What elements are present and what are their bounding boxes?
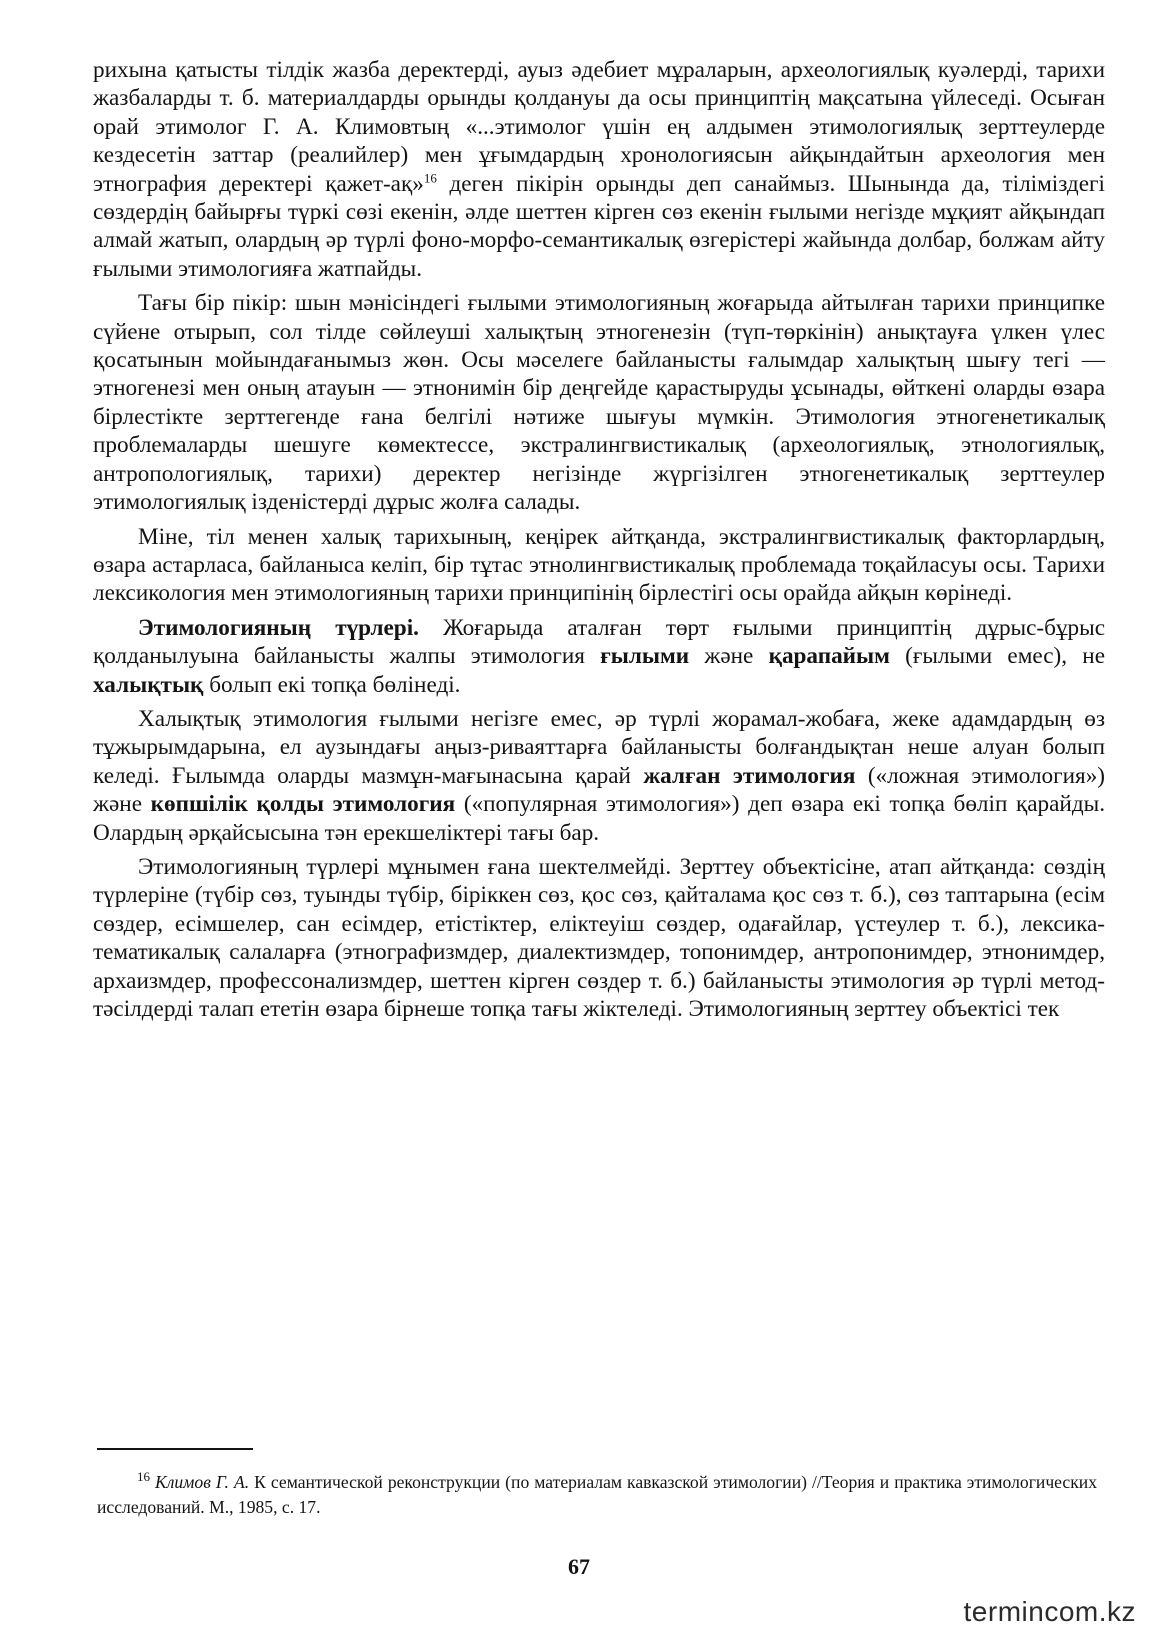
paragraph-2: Тағы бір пікір: шын мәнісіндегі ғылыми этимологияның жоғарыда айтылған тарихи принципке сүйене отырып, сол тілде сөйлеуші халықтың этногенезін (түп-төркінін) анықтауға үлкен үлес қосатынын мойындағанымыз жөн. Осы мәселеге байланысты ғалымдар халықтың шығу тегі — этногенезі мен оның атауын — этнонимін бір деңгейде қарастыруды ұсынады, өйткені оларды өзара бірлестікте зерттегенде ғана белгілі нәтиже шығуы мүмкін. Этимология этногенетикалық проблемаларды шешуге көмектессе, экстралингвистикалық (археологиялық, этнологиялық, антропологиялық, тарихи) деректер негізінде жүргізілген этногенетикалық зерттеулер этимологиялық ізденістерді дұрыс жолға салады. <box>93 290 1105 516</box>
paragraph-5-text-c: («популярная этимология») деп өзара екі топқа бөліп қарайды. Олардың әрқайсысына тән ерекшеліктері тағы бар. <box>93 791 1106 846</box>
footnote-number: 16 <box>137 1469 150 1485</box>
paragraph-3: Міне, тіл менен халық тарихының, кеңірек айтқанда, экстралингвистикалық факторлардың, өзара астарласа, байланыса келіп, бір тұтас этнолингвистикалық проблемада тоқайласуы осы. Тарихи лексикология мен этимологияның тарихи принципінің бірлестігі осы орайда айқын көрінеді. <box>93 523 1105 607</box>
paragraph-1-text-b: деген пікірін орынды деп санаймыз. Шынында да, тіліміздегі сөздердің байырғы түркі сөзі екенін, әлде шеттен кірген сөз екенін ғылыми негізде мұқият айқындап алмай жатып, олардың әр түрлі фоно-морфо-семантикалық өзгерістері жайында долбар, болжам айту ғылыми этимологияға жатпайды. <box>93 170 1105 282</box>
term-popular-etymology: көпшілік қолды этимология <box>150 791 456 818</box>
footnote-divider <box>97 1448 253 1450</box>
paragraph-4-text-b: және <box>689 643 769 670</box>
footnote-text: К семантической реконструкции (по материалам кавказской этимологии) //Теория и практика этимологических исследований. М., 1985, с. 17. <box>97 1472 1097 1517</box>
footnote-ref-16[interactable]: 16 <box>423 169 437 185</box>
term-false-etymology: жалған этимология <box>643 762 856 789</box>
paragraph-5-text-a: Халықтық этимология ғылыми негізге емес, әр түрлі жорамал-жобаға, жеке адамдардың өз тұжырымдарына, ел аузындағы аңыз-риваяттарға байланысты болғандықтан неше алуан болып келеді. Ғылымда оларды мазмұн-мағынасына қарай <box>93 705 1105 789</box>
term-folk: халықтық <box>93 671 204 698</box>
paragraph-4-text-a: Жоғарыда аталған төрт ғылыми принциптің дұрыс-бұрыс қолданылуына байланысты жалпы этимология <box>93 614 1105 670</box>
footnote-author: Климов Г. А. <box>155 1472 250 1492</box>
footnote-16 <box>97 1470 1097 1520</box>
paragraph-4 <box>93 614 1105 699</box>
paragraph-1-text-a: рихына қатысты тілдік жазба деректерді, ауыз әдебиет мұраларын, археологиялық куәлерді, тарихи жазбаларды т. б. материалдарды орынды қолдануы да осы принциптің мақсатына үйлеседі. Осыған орай этимолог Г. А. Климовтың «...этимолог үшін ең алдымен этимологиялық зерттеулерде кездесетін заттар (реалийлер) мен ұғымдардың хронологиясын айқындайтын археология мен этнография деректері қажет-ақ» <box>93 57 1105 197</box>
section-heading-etymology-types: Этимологияның түрлері. <box>138 614 419 641</box>
term-simple: қарапайым <box>768 643 890 670</box>
page-number: 67 <box>568 1554 590 1579</box>
paragraph-4-text-c: (ғылыми емес), не <box>889 643 1106 670</box>
term-scientific: ғылыми <box>600 643 690 670</box>
paragraph-5 <box>93 705 1105 847</box>
paragraph-1 <box>93 56 1105 283</box>
page-body <box>93 56 1105 1023</box>
paragraph-5-text-b: («ложная этимология») және <box>93 762 1106 818</box>
paragraph-6: Этимологияның түрлері мұнымен ғана шектелмейді. Зерттеу объектісіне, атап айтқанда: сөздің түрлеріне (түбір сөз, туынды түбір, біріккен сөз, қос сөз, қайталама қос сөз т. б.), сөз таптарына (есім сөздер, есімшелер, сан есімдер, етістіктер, еліктеуіш сөздер, одағайлар, үстеулер т. б.), лексика-тематикалық салаларға (этнографизмдер, диалектизмдер, топонимдер, антропонимдер, этнонимдер, архаизмдер, профессонализмдер, шеттен кірген сөздер т. б.) байланысты этимология әр түрлі метод-тәсілдерді талап ететін өзара бірнеше топқа тағы жіктеледі. Этимологияның зерттеу объектісі тек <box>93 853 1105 1022</box>
watermark-logo: termincom.kz <box>963 1596 1136 1627</box>
paragraph-4-text-d: болып екі топқа бөлінеді. <box>203 671 461 698</box>
